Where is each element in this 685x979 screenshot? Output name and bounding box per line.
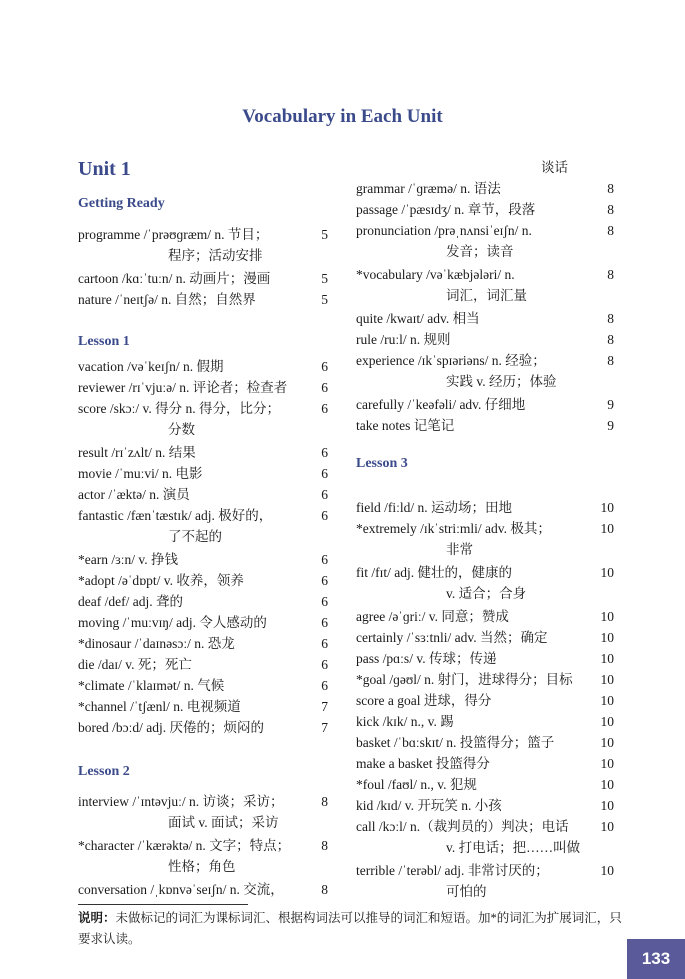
vocab-entry xyxy=(78,356,328,377)
vocab-entry xyxy=(356,669,614,690)
vocab-page-ref: 10 xyxy=(600,819,614,834)
vocab-word: score a goal 进球，得分 xyxy=(356,693,492,708)
vocab-page-ref: 9 xyxy=(607,397,614,412)
vocab-page-ref: 10 xyxy=(600,735,614,750)
vocab-page-ref: 7 xyxy=(321,720,328,735)
vocab-word: *adopt /əˈdɒpt/ v. 收养，领养 xyxy=(78,573,244,588)
vocab-word: *climate /ˈklaɪmət/ n. 气候 xyxy=(78,678,225,693)
vocab-word: reviewer /rɪˈvjuːə/ n. 评论者；检查者 xyxy=(78,380,288,395)
vocab-entry xyxy=(78,377,328,398)
vocab-page-ref: 6 xyxy=(321,657,328,672)
vocab-word: kick /kɪk/ n., v. 踢 xyxy=(356,714,454,729)
vocab-entry xyxy=(356,627,614,648)
vocab-entry xyxy=(78,696,328,717)
vocab-page-ref: 8 xyxy=(607,353,614,368)
vocab-entry xyxy=(78,224,328,266)
vocab-continuation: 性格；角色 xyxy=(168,859,236,874)
vocab-page-ref: 10 xyxy=(600,863,614,878)
vocab-page-ref: 6 xyxy=(321,508,328,523)
vocab-word: *extremely /ɪkˈstriːmli/ adv. 极其； xyxy=(356,521,551,536)
vocab-continuation: v. 打电话；把……叫做 xyxy=(446,840,581,855)
vocab-page-ref: 8 xyxy=(321,882,328,897)
vocab-entry xyxy=(356,199,614,220)
section-getting-ready: Getting Ready xyxy=(78,196,165,211)
continuation-text: 谈话 xyxy=(541,160,568,175)
vocab-page-ref: 9 xyxy=(607,418,614,433)
vocab-word: take notes 记笔记 xyxy=(356,418,455,433)
vocab-continuation: 实践 v. 经历；体验 xyxy=(446,374,557,389)
vocab-word: fantastic /fænˈtæstɪk/ adj. 极好的， xyxy=(78,508,273,523)
vocab-page-ref: 10 xyxy=(600,756,614,771)
footnote-label: 说明： xyxy=(78,911,116,925)
vocab-entry xyxy=(356,562,614,604)
vocab-continuation: v. 适合；合身 xyxy=(446,586,527,601)
vocab-page-ref: 6 xyxy=(321,615,328,630)
vocab-entry xyxy=(356,350,614,392)
vocab-page-ref: 6 xyxy=(321,401,328,416)
vocab-word: score /skɔː/ v. 得分 n. 得分，比分； xyxy=(78,401,280,416)
vocab-word: terrible /ˈterəbl/ adj. 非常讨厌的； xyxy=(356,863,549,878)
section-lesson-2: Lesson 2 xyxy=(78,764,130,779)
footnote xyxy=(78,908,623,950)
vocab-page-ref: 6 xyxy=(321,466,328,481)
vocab-entry xyxy=(356,816,614,858)
vocab-entry xyxy=(356,329,614,350)
vocab-entry xyxy=(78,463,328,484)
vocab-word: *foul /faʊl/ n., v. 犯规 xyxy=(356,777,477,792)
vocab-word: deaf /def/ adj. 聋的 xyxy=(78,594,183,609)
vocab-word: interview /ˈɪntəvjuː/ n. 访谈；采访； xyxy=(78,794,284,809)
vocab-page-ref: 10 xyxy=(600,714,614,729)
vocab-page-ref: 10 xyxy=(600,630,614,645)
vocab-page-ref: 10 xyxy=(600,521,614,536)
vocab-page-ref: 8 xyxy=(321,794,328,809)
vocab-entry xyxy=(356,711,614,732)
vocab-entry xyxy=(78,633,328,654)
vocab-word: cartoon /kɑːˈtuːn/ n. 动画片；漫画 xyxy=(78,271,271,286)
vocab-word: *character /ˈkærəktə/ n. 文字；特点； xyxy=(78,838,291,853)
section-lesson-1: Lesson 1 xyxy=(78,334,130,349)
vocab-page-ref: 10 xyxy=(600,672,614,687)
vocab-word: die /daɪ/ v. 死；死亡 xyxy=(78,657,192,672)
vocab-entry xyxy=(356,264,614,306)
vocab-word: basket /ˈbɑːskɪt/ n. 投篮得分；篮子 xyxy=(356,735,555,750)
vocab-word: pronunciation /prəˌnʌnsiˈeɪʃn/ n. xyxy=(356,223,532,238)
page-number: 133 xyxy=(627,939,685,979)
vocab-page-ref: 5 xyxy=(321,227,328,242)
vocab-page-ref: 5 xyxy=(321,292,328,307)
vocab-entry xyxy=(78,591,328,612)
vocab-entry xyxy=(356,690,614,711)
vocab-word: call /kɔːl/ n.（裁判员的）判决；电话 xyxy=(356,819,569,834)
vocab-word: fit /fɪt/ adj. 健壮的，健康的 xyxy=(356,565,512,580)
section-lesson-3: Lesson 3 xyxy=(356,456,408,471)
vocab-page-ref: 8 xyxy=(321,838,328,853)
vocab-word: quite /kwaɪt/ adv. 相当 xyxy=(356,311,480,326)
vocab-word: rule /ruːl/ n. 规则 xyxy=(356,332,451,347)
vocab-entry xyxy=(356,415,614,436)
vocab-entry xyxy=(78,268,328,289)
vocab-entry xyxy=(356,220,614,262)
vocab-page-ref: 8 xyxy=(607,332,614,347)
vocab-word: *goal /ɡəʊl/ n. 射门，进球得分；目标 xyxy=(356,672,573,687)
vocab-entry xyxy=(78,612,328,633)
vocab-entry xyxy=(356,795,614,816)
vocab-entry xyxy=(78,549,328,570)
vocab-word: moving /ˈmuːvɪŋ/ adj. 令人感动的 xyxy=(78,615,267,630)
vocab-page-ref: 8 xyxy=(607,181,614,196)
vocab-entry xyxy=(78,398,328,440)
vocab-page-ref: 5 xyxy=(321,271,328,286)
vocab-page-ref: 6 xyxy=(321,636,328,651)
vocab-entry xyxy=(356,394,614,415)
vocab-page-ref: 6 xyxy=(321,678,328,693)
vocab-page-ref: 8 xyxy=(607,311,614,326)
vocab-word: *earn /ɜːn/ v. 挣钱 xyxy=(78,552,179,567)
vocab-word: carefully /ˈkeəfəli/ adv. 仔细地 xyxy=(356,397,526,412)
page-title: Vocabulary in Each Unit xyxy=(242,106,443,127)
vocab-page-ref: 10 xyxy=(600,651,614,666)
vocab-page-ref: 8 xyxy=(607,202,614,217)
vocab-word: certainly /ˈsɜːtnli/ adv. 当然；确定 xyxy=(356,630,548,645)
vocab-page-ref: 6 xyxy=(321,380,328,395)
vocab-page-ref: 6 xyxy=(321,573,328,588)
vocab-word: field /fiːld/ n. 运动场；田地 xyxy=(356,500,512,515)
vocab-word: *vocabulary /vəˈkæbjələri/ n. xyxy=(356,267,515,282)
vocab-page-ref: 6 xyxy=(321,359,328,374)
vocab-page-ref: 6 xyxy=(321,445,328,460)
vocab-entry xyxy=(78,484,328,505)
vocab-entry xyxy=(356,648,614,669)
vocab-entry xyxy=(356,753,614,774)
vocab-entry xyxy=(78,570,328,591)
vocab-continuation: 发音；读音 xyxy=(446,244,514,259)
vocab-page-ref: 7 xyxy=(321,699,328,714)
vocab-word: *dinosaur /ˈdaɪnəsɔː/ n. 恐龙 xyxy=(78,636,235,651)
unit-heading: Unit 1 xyxy=(78,158,131,180)
vocab-entry xyxy=(356,860,614,902)
vocab-word: result /rɪˈzʌlt/ n. 结果 xyxy=(78,445,196,460)
vocab-word: make a basket 投篮得分 xyxy=(356,756,490,771)
vocab-entry xyxy=(78,879,328,900)
vocab-continuation: 非常 xyxy=(446,542,473,557)
vocab-page-ref: 10 xyxy=(600,693,614,708)
vocab-entry xyxy=(78,289,328,310)
vocab-page-ref: 6 xyxy=(321,552,328,567)
vocab-entry xyxy=(78,791,328,833)
footnote-text: 未做标记的词汇为课标词汇、根据构词法可以推导的词汇和短语。加*的词汇为扩展词汇，只要求认读。 xyxy=(78,911,622,946)
vocab-entry xyxy=(356,497,614,518)
vocab-word: kid /kɪd/ v. 开玩笑 n. 小孩 xyxy=(356,798,502,813)
vocab-entry xyxy=(78,675,328,696)
vocab-entry xyxy=(356,732,614,753)
vocab-continuation: 分数 xyxy=(168,422,195,437)
vocab-page-ref: 6 xyxy=(321,594,328,609)
vocab-word: *channel /ˈtʃænl/ n. 电视频道 xyxy=(78,699,241,714)
vocab-word: actor /ˈæktə/ n. 演员 xyxy=(78,487,190,502)
vocab-continuation: 词汇，词汇量 xyxy=(446,288,527,303)
vocab-continuation: 程序；活动安排 xyxy=(168,248,263,263)
vocab-page-ref: 6 xyxy=(321,487,328,502)
vocab-word: experience /ɪkˈspɪəriəns/ n. 经验； xyxy=(356,353,546,368)
vocab-word: movie /ˈmuːvi/ n. 电影 xyxy=(78,466,203,481)
vocab-word: conversation /ˌkɒnvəˈseɪʃn/ n. 交流， xyxy=(78,882,284,897)
vocab-entry xyxy=(356,774,614,795)
vocab-entry xyxy=(78,835,328,877)
vocab-page-ref: 10 xyxy=(600,565,614,580)
vocab-entry xyxy=(78,442,328,463)
vocab-page-ref: 10 xyxy=(600,500,614,515)
vocab-page-ref: 8 xyxy=(607,223,614,238)
vocab-entry xyxy=(356,308,614,329)
vocab-word: vacation /vəˈkeɪʃn/ n. 假期 xyxy=(78,359,224,374)
vocab-word: bored /bɔːd/ adj. 厌倦的；烦闷的 xyxy=(78,720,264,735)
vocab-word: grammar /ˈɡræmə/ n. 语法 xyxy=(356,181,501,196)
footnote-rule xyxy=(78,904,248,905)
vocab-continuation: 面试 v. 面试；采访 xyxy=(168,815,279,830)
vocab-page-ref: 10 xyxy=(600,798,614,813)
vocab-word: pass /pɑːs/ v. 传球；传递 xyxy=(356,651,497,666)
vocab-entry xyxy=(78,654,328,675)
vocab-entry xyxy=(78,717,328,738)
vocab-page-ref: 10 xyxy=(600,609,614,624)
vocab-word: programme /ˈprəʊɡræm/ n. 节目； xyxy=(78,227,269,242)
vocab-page-ref: 10 xyxy=(600,777,614,792)
vocab-continuation: 了不起的 xyxy=(168,529,222,544)
vocab-word: nature /ˈneɪtʃə/ n. 自然；自然界 xyxy=(78,292,256,307)
vocab-word: agree /əˈɡriː/ v. 同意；赞成 xyxy=(356,609,509,624)
vocab-word: passage /ˈpæsɪdʒ/ n. 章节，段落 xyxy=(356,202,536,217)
vocab-continuation: 可怕的 xyxy=(446,884,487,899)
vocab-entry xyxy=(356,178,614,199)
vocab-page-ref: 8 xyxy=(607,267,614,282)
vocab-entry xyxy=(356,518,614,560)
vocab-entry xyxy=(356,606,614,627)
vocab-entry xyxy=(78,505,328,547)
